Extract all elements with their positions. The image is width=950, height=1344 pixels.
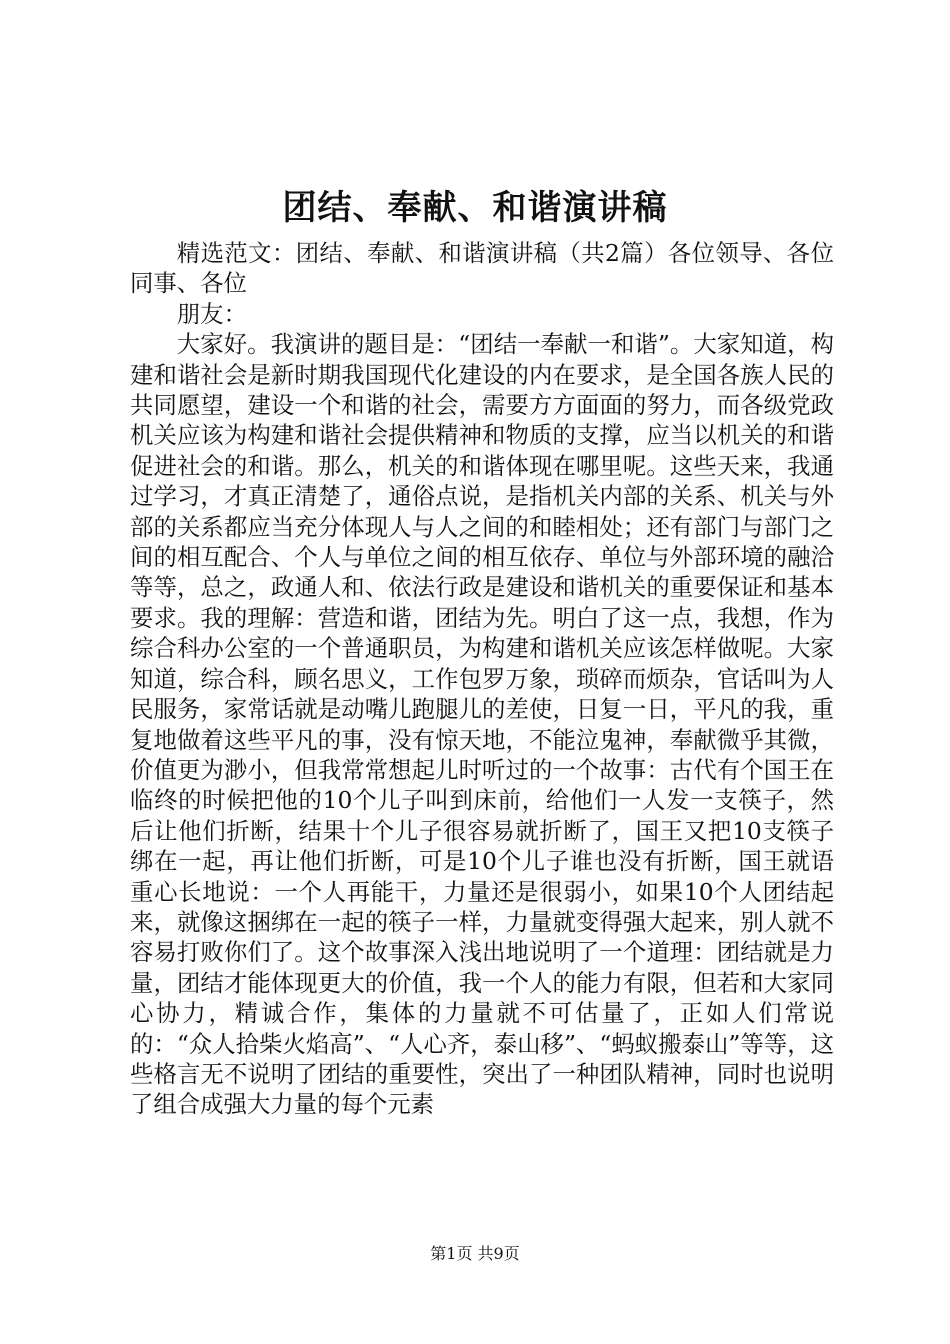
paragraph-main: 大家好。我演讲的题目是：“团结一奉献一和谐”。大家知道，构建和谐社会是新时期我国现代化建设的内在要求，是全国各族人民的共同愿望，建设一个和谐的社会，需要方方面面的努力，而各级党政机关应该为构建和谐社会提供精神和物质的支撑，应当以机关的和谐促进社会的和谐。那么，机关的和谐体现在哪里呢。这些天来，我通过学习，才真正清楚了，通俗点说，是指机关内部的关系、机关与外部的关系都应当充分体现人与人之间的和睦相处；还有部门与部门之间的相互配合、个人与单位之间的相互依存、单位与外部环境的融洽等等，总之，政通人和、依法行政是建设和谐机关的重要保证和基本要求。我的理解：营造和谐，团结为先。明白了这一点，我想，作为综合科办公室的一个普通职员，为构建和谐机关应该怎样做呢。大家知道，综合科，顾名思义，工作包罗万象，琐碎而烦杂，官话叫为人民服务，家常话就是动嘴儿跑腿儿的差使，日复一日，平凡的我，重复地做着这些平凡的事，没有惊天地，不能泣鬼神，奉献微乎其微，价值更为渺小，但我常常想起儿时听过的一个故事：古代有个国王在临终的时候把他的10个儿子叫到床前，给他们一人发一支筷子，然后让他们折断，结果十个儿子很容易就折断了，国王又把10支筷子绑在一起，再让他们折断，可是10个儿子谁也没有折断，国王就语重心长地说：一个人再能干，力量还是很弱小，如果10个人团结起来，就像这捆绑在一起的筷子一样，力量就变得强大起来，别人就不容易打败你们了。这个故事深入浅出地说明了一个道理：团结就是力量，团结才能体现更大的价值，我一个人的能力有限，但若和大家同心协力，精诚合作，集体的力量就不可估量了，正如人们常说的：“众人拾柴火焰高”、“人心齐，泰山移”、“蚂蚁搬泰山”等等，这些格言无不说明了团结的重要性，突出了一种团队精神，同时也说明了组合成强大力量的每个元素 — [130, 330, 834, 1119]
page-footer: 第1页 共9页 — [430, 1244, 520, 1263]
paragraph-salutation: 朋友： — [176, 299, 247, 328]
document-body — [130, 238, 834, 1120]
document-title: 团结、奉献、和谐演讲稿 — [282, 188, 668, 228]
paragraph-intro: 精选范文：团结、奉献、和谐演讲稿（共2篇）各位领导、各位同事、各位 — [130, 239, 834, 298]
